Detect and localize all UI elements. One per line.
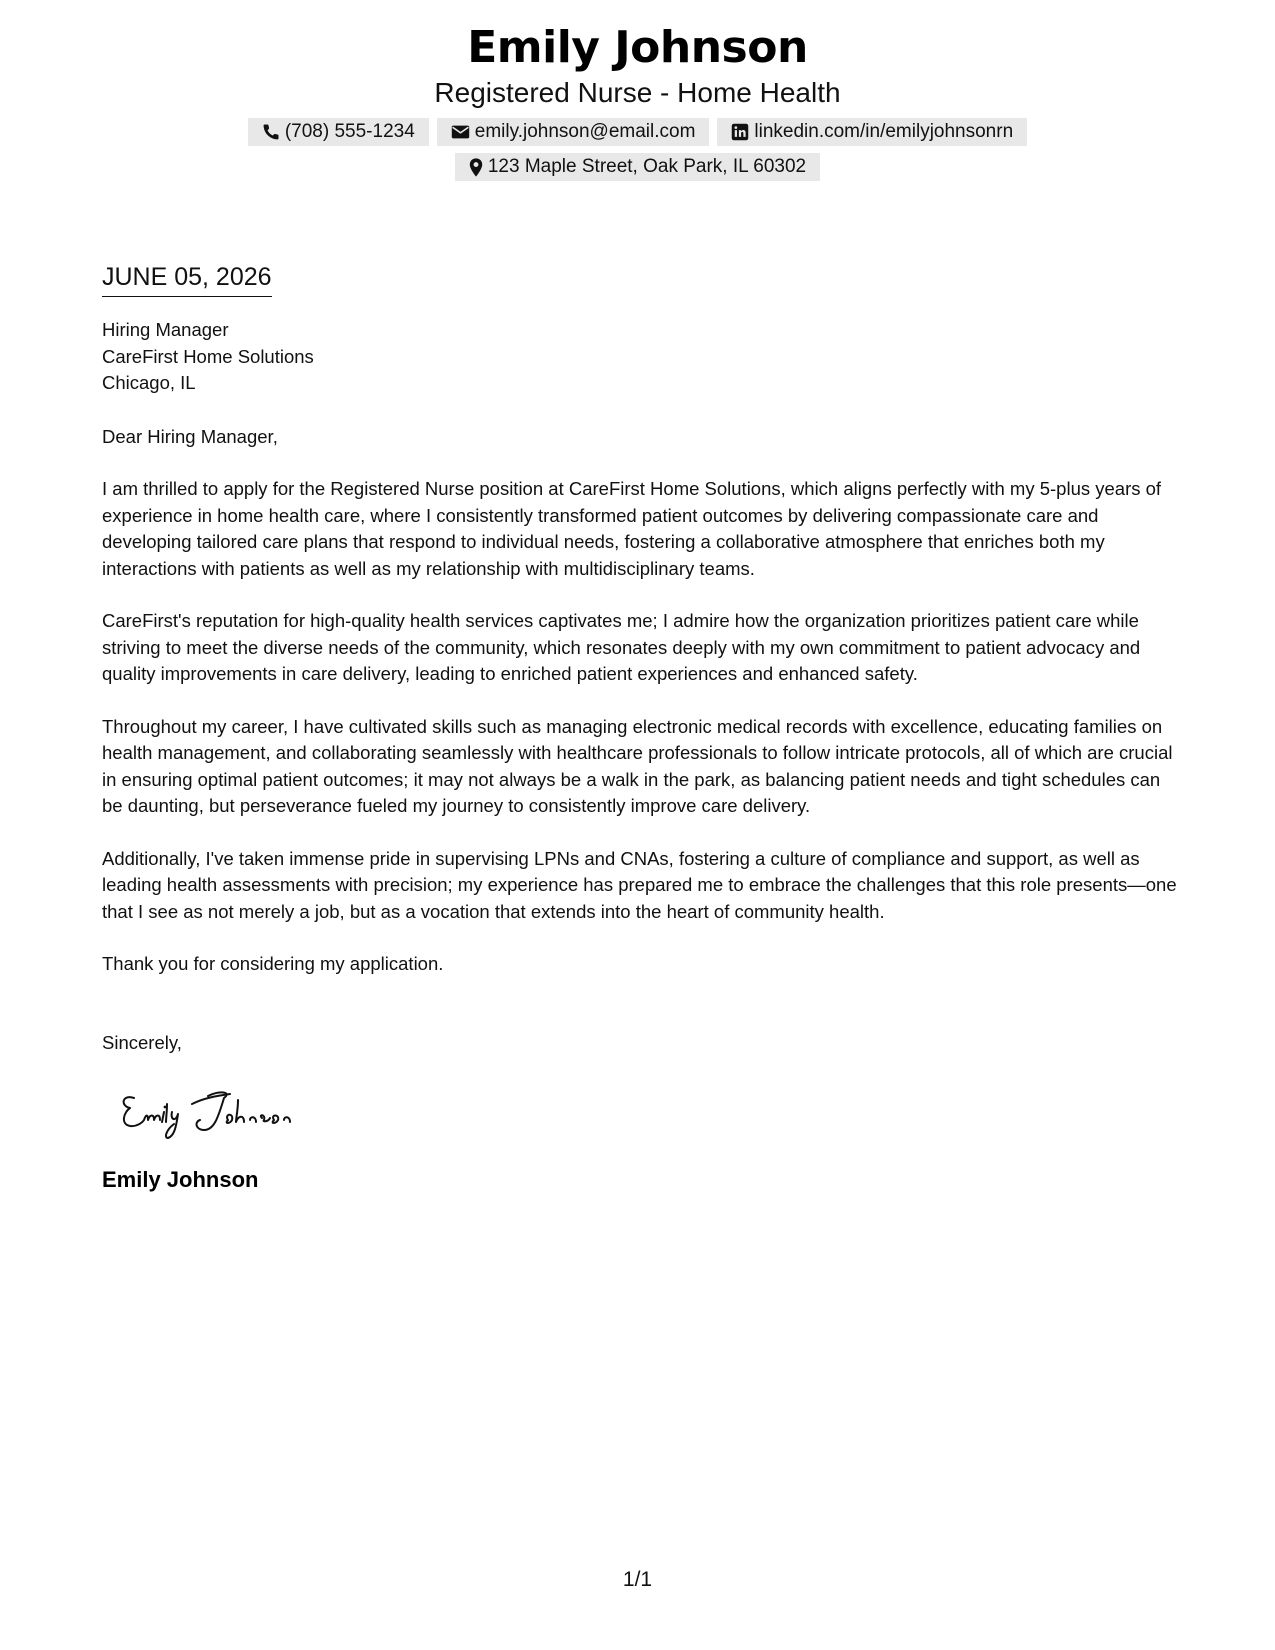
contact-phone [248,118,429,146]
email-text: emily.johnson@email.com [474,121,696,142]
letter-date: JUNE 05, 2026 [102,260,272,297]
paragraph-4: Additionally, I've taken immense pride in supervising LPNs and CNAs, fostering a culture of compliance and support, as well as leading health assessments with precision; my experience has prepared me to embrace the challenges that this role presents—one that I see as not merely a job, but as a vocation that extends into the heart of community health. [102,847,1177,922]
phone-icon [262,123,280,141]
salutation: Dear Hiring Manager, [102,425,278,447]
linkedin-icon [731,123,749,141]
closing: Sincerely, [102,1031,182,1053]
letter-header [0,20,1275,181]
thank-you-line: Thank you for considering my application. [102,953,444,974]
contact-address [455,153,820,181]
contact-linkedin [717,118,1027,146]
applicant-name: Emily Johnson [467,22,808,73]
page-indicator: 1/1 [622,1568,653,1591]
letter-body [102,260,1177,1193]
contact-email [437,118,710,146]
contact-row-address [0,153,1275,181]
signer-name: Emily Johnson [102,1167,259,1192]
recipient-company: CareFirst Home Solutions [102,345,314,367]
paragraph-2: CareFirst's reputation for high-quality health services captivates me; I admire how the organization prioritizes patient care while striving to meet the diverse needs of the community, which resonates deeply with my own commitment to patient advocacy and quality improvements in care delivery, leading to enriched patient experiences and enhanced safety. [102,610,1141,684]
recipient-location: Chicago, IL [102,372,196,393]
recipient-block [102,317,1177,397]
paragraph-1: I am thrilled to apply for the Registered Nurse position at CareFirst Home Solutions, which aligns perfectly with my 5-plus years of experience in home health care, where I consistently transformed patient outcomes by delivering compassionate care and developing tailored care plans that respond to individual needs, fostering a collaborative atmosphere that enriches both my interactions with patients as well as my relationship with multidisciplinary teams. [102,478,1162,579]
paragraph-3: Throughout my career, I have cultivated skills such as managing electronic medical records with excellence, educating families on health management, and collaborating seamlessly with healthcare professionals to follow intricate protocols, all of which are crucial in ensuring optimal patient outcomes; it may not always be a walk in the park, as balancing patient needs and tight schedules can be daunting, but perseverance fueled my journey to consistently improve care delivery. [102,715,1173,816]
recipient-name: Hiring Manager [102,319,229,340]
contact-row [0,118,1275,146]
linkedin-text: linkedin.com/in/emilyjohnsonrn [754,121,1014,142]
applicant-title: Registered Nurse - Home Health [434,77,841,108]
envelope-icon [451,124,470,140]
phone-text: (708) 555-1234 [284,121,415,142]
handwritten-signature [120,1084,1177,1149]
map-marker-icon [469,158,483,177]
address-text: 123 Maple Street, Oak Park, IL 60302 [487,156,807,177]
signature-image [120,1084,350,1144]
